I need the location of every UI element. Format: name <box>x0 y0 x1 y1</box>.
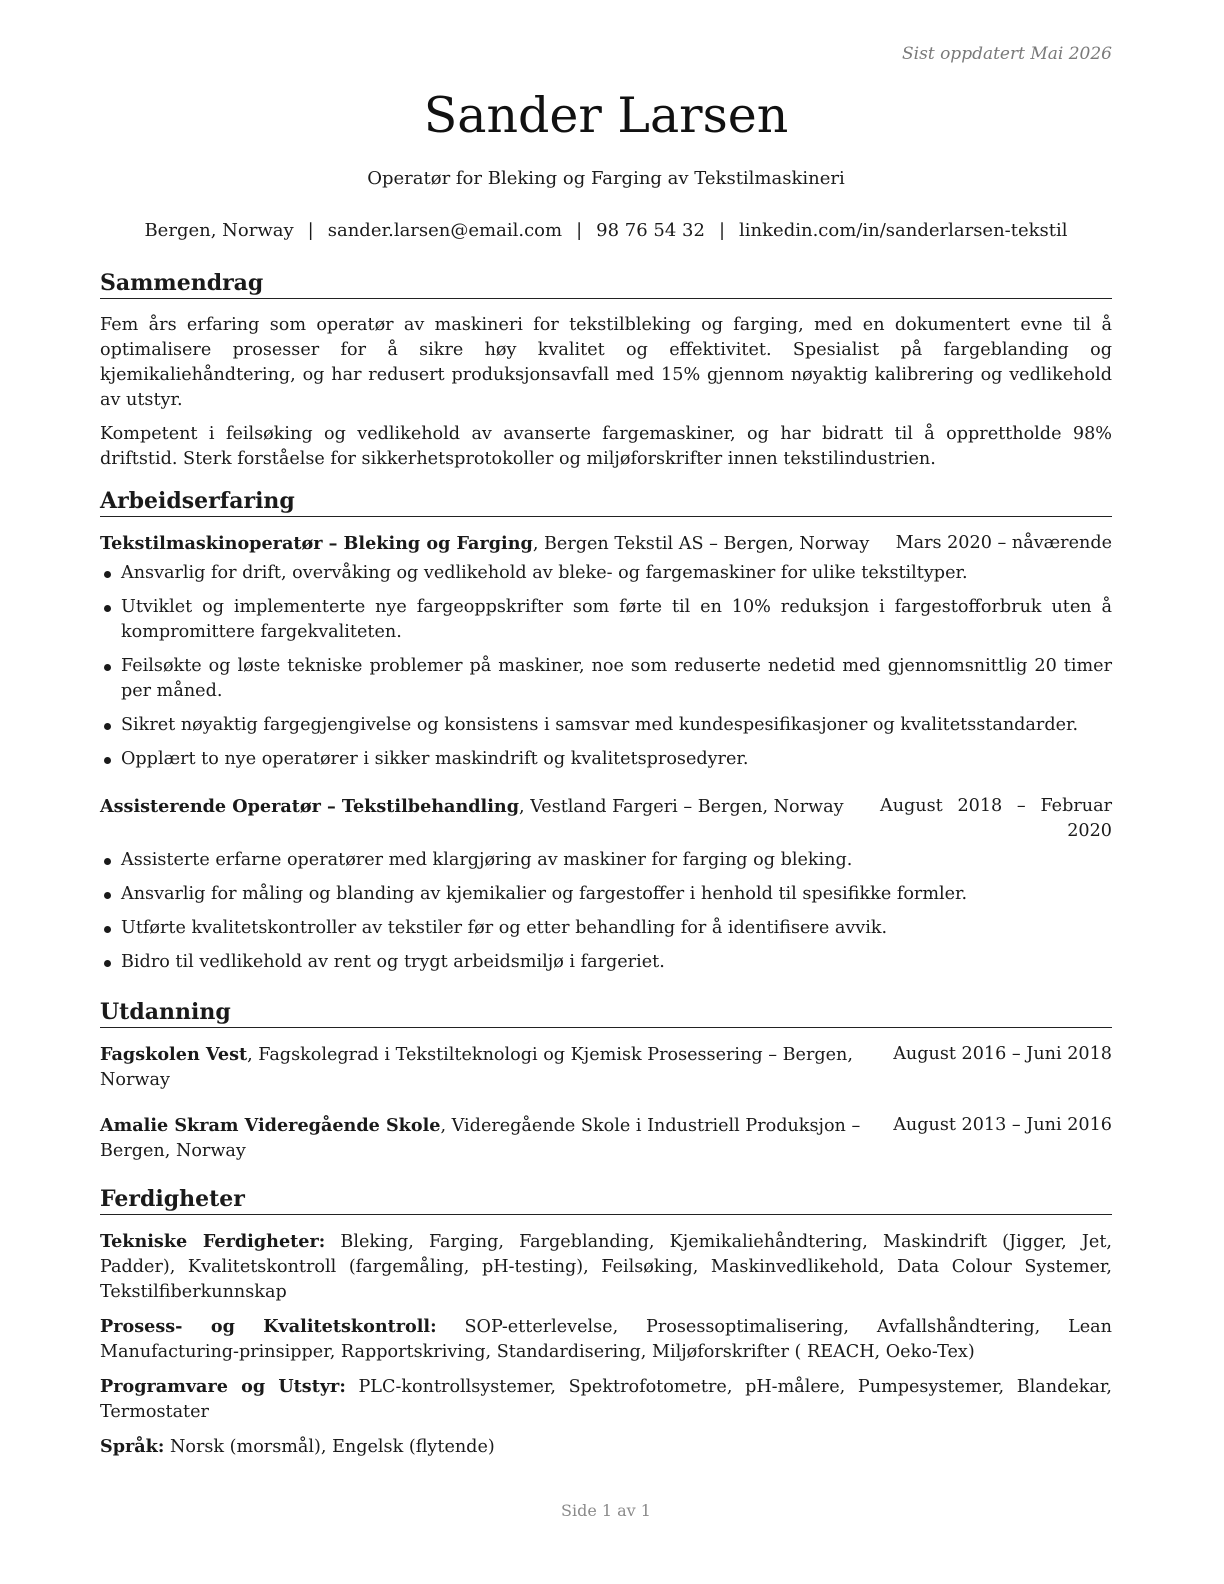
job-header <box>100 794 1112 844</box>
contact-line <box>100 218 1112 244</box>
education-entry <box>100 1042 1112 1093</box>
education-entry <box>100 1113 1112 1164</box>
list-item: Feilsøkte og løste tekniske problemer på maskiner, noe som reduserte nedetid med gjennomsnittlig 20 timer per måned. <box>100 654 1112 704</box>
job-bullets <box>100 848 1112 975</box>
section-heading-summary: Sammendrag <box>100 268 1112 299</box>
education-dates: August 2013 – Juni 2016 <box>893 1115 1112 1135</box>
list-item: Opplært to nye operatører i sikker maskindrift og kvalitetsprosedyrer. <box>100 747 1112 772</box>
job-dates: Mars 2020 – nåværende <box>895 533 1112 553</box>
skill-text: PLC-kontrollsystemer, Spektrofotometre, pH-målere, Pumpesystemer, Blandekar, Termostater <box>100 1377 1112 1422</box>
job-header <box>100 531 1112 557</box>
contact-separator: | <box>307 220 314 241</box>
section-heading-education: Utdanning <box>100 997 1112 1028</box>
summary-paragraph: Fem års erfaring som operatør av maskineri for tekstilbleking og farging, med en dokumentert evne til å optimalisere prosesser for å sikre høy kvalitet og effektivitet. Spesialist på fargeblanding og kjemikaliehåndtering, og har redusert produksjonsavfall med 15% gjennom nøyaktig kalibrering og vedlikehold av utstyr. <box>100 315 1112 410</box>
education-detail: , Fagskolegrad i Tekstilteknologi og Kjemisk Prosessering – Bergen, Norway <box>100 1045 853 1090</box>
skill-line <box>100 1434 1112 1460</box>
list-item: Assisterte erfarne operatører med klargjøring av maskiner for farging og bleking. <box>100 848 1112 873</box>
resume-page <box>100 0 1112 1584</box>
education-section <box>100 997 1112 1164</box>
education-school: Amalie Skram Videregående Skole <box>100 1115 441 1136</box>
skills-section <box>100 1184 1112 1460</box>
section-heading-experience: Arbeidserfaring <box>100 486 1112 517</box>
list-item: Ansvarlig for drift, overvåking og vedlikehold av bleke- og fargemaskiner for ulike tekstiltyper. <box>100 561 1112 586</box>
job-title: Operatør for Bleking og Farging av Tekstilmaskineri <box>367 168 845 189</box>
skill-label: Språk: <box>100 1436 165 1457</box>
resume-content <box>100 268 1112 1474</box>
contact-linkedin[interactable]: linkedin.com/in/sanderlarsen-tekstil <box>739 220 1068 241</box>
contact-separator: | <box>718 220 726 241</box>
last-updated: Sist oppdatert Mai 2026 <box>902 44 1112 64</box>
list-item: Utførte kvalitetskontroller av tekstiler før og etter behandling for å identifisere avvik. <box>100 916 1112 941</box>
experience-section <box>100 486 1112 975</box>
contact-email[interactable]: sander.larsen@email.com <box>327 220 563 241</box>
contact-location: Bergen, Norway <box>144 220 294 241</box>
list-item: Utviklet og implementerte nye fargeoppskrifter som førte til en 10% reduksjon i fargestofforbruk uten å kompromittere fargekvaliteten. <box>100 595 1112 645</box>
education-dates: August 2016 – Juni 2018 <box>893 1044 1112 1064</box>
contact-separator: | <box>576 220 583 241</box>
summary-section <box>100 268 1112 472</box>
skill-label: Prosess- og Kvalitetskontroll: <box>100 1316 437 1337</box>
skill-line <box>100 1229 1112 1305</box>
summary-paragraph: Kompetent i feilsøking og vedlikehold av avanserte fargemaskiner, og har bidratt til å opprettholde 98% driftstid. Sterk forståelse for sikkerhetsprotokoller og miljøforskrifter innen tekstilindustrien. <box>100 424 1112 469</box>
candidate-name: Sander Larsen <box>423 87 789 144</box>
skill-text: Norsk (morsmål), Engelsk (flytende) <box>169 1437 495 1457</box>
job-entry <box>100 531 1112 772</box>
job-employer: , Vestland Fargeri – Bergen, Norway <box>519 797 844 817</box>
skill-label: Tekniske Ferdigheter: <box>100 1231 326 1252</box>
skill-text: Bleking, Farging, Fargeblanding, Kjemikaliehåndtering, Maskindrift (Jigger, Jet, Padder), Kvalitetskontroll (fargemåling, pH-testing), Feilsøking, Maskinvedlikehold, Data Colour Systemer, Tekstilfiberkunnskap <box>100 1232 1112 1302</box>
education-detail: , Videregående Skole i Industriell Produksjon – Bergen, Norway <box>100 1116 861 1161</box>
contact-phone: 98 76 54 32 <box>596 220 705 241</box>
education-school: Fagskolen Vest <box>100 1044 248 1065</box>
job-dates: August 2018 – Februar 2020 <box>880 796 1112 841</box>
skill-line <box>100 1374 1112 1425</box>
skill-line <box>100 1314 1112 1365</box>
job-role: Assisterende Operatør – Tekstilbehandling <box>100 796 520 817</box>
section-heading-skills: Ferdigheter <box>100 1184 1112 1215</box>
list-item: Bidro til vedlikehold av rent og trygt arbeidsmiljø i fargeriet. <box>100 950 1112 975</box>
page-number: Side 1 av 1 <box>561 1501 651 1520</box>
job-role: Tekstilmaskinoperatør – Bleking og Farging <box>100 533 533 554</box>
list-item: Sikret nøyaktig fargegjengivelse og konsistens i samsvar med kundespesifikasjoner og kvalitetsstandarder. <box>100 713 1112 738</box>
skill-text: SOP-etterlevelse, Prosessoptimalisering, Avfallshåndtering, Lean Manufacturing-prinsipper, Rapportskriving, Standardisering, Miljøforskrifter ( REACH, Oeko-Tex) <box>100 1317 1112 1362</box>
job-employer: , Bergen Tekstil AS – Bergen, Norway <box>532 534 870 554</box>
job-entry <box>100 794 1112 975</box>
list-item: Ansvarlig for måling og blanding av kjemikalier og fargestoffer i henhold til spesifikke formler. <box>100 882 1112 907</box>
skill-label: Programvare og Utstyr: <box>100 1376 346 1397</box>
job-bullets <box>100 561 1112 772</box>
